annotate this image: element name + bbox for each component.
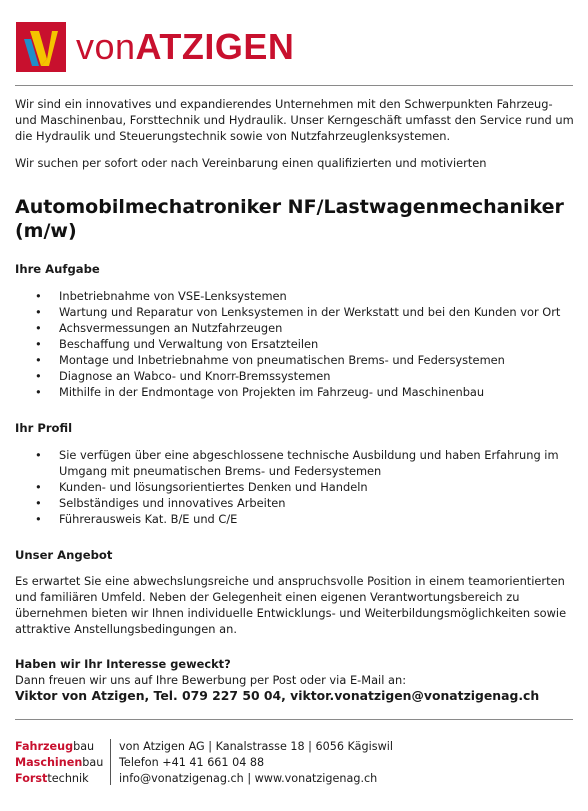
footer-web: info@vonatzigenag.ch | www.vonatzigenag.ch (119, 772, 378, 785)
division-rest-part: technik (47, 772, 89, 785)
intro-paragraph: Wir sind ein innovatives und expandierendes Unternehmen mit den Schwerpunkten Fahrzeug- und Maschinenbau, Forsttechnik und Hydraulik. Unser Kerngeschäft umfasst den Service rund um die Hydraulik und Steuerungstechnik sowie von Nutzfahrzeuglenksystemen. (15, 97, 574, 143)
job-title: Automobilmechatroniker NF/Lastwagenmechaniker (m/w) (15, 196, 564, 242)
division-vehicle (15, 739, 105, 755)
list-item: • Wartung und Reparatur von Lenksystemen in der Werkstatt und bei den Kunden vor Ort (15, 304, 575, 320)
footer-contact (119, 739, 393, 787)
offer-heading: Unser Angebot (15, 548, 113, 562)
tasks-list (15, 288, 575, 400)
footer-divisions (15, 739, 105, 787)
division-forestry (15, 771, 105, 787)
profile-heading: Ihr Profil (15, 421, 73, 435)
logo-mark-icon (16, 22, 66, 72)
wordmark-bold: ATZIGEN (135, 26, 295, 67)
offer-paragraph: Es erwartet Sie eine abwechslungsreiche und anspruchsvolle Position in einem teamorientierten und familiären Umfeld. Neben der Gelegenheit einen eigenen Verantwortungsbereich zu übernehmen bieten wir Ihnen individuelle Entwicklungs- und Weiterbildungsmöglichkeiten sowie attraktive Anstellungsbedingungen an. (15, 574, 567, 636)
cta-heading: Haben wir Ihr Interesse geweckt? (15, 657, 231, 671)
list-item: • Inbetriebnahme von VSE-Lenksystemen (15, 288, 575, 304)
intro-search-line: Wir suchen per sofort oder nach Vereinbarung einen qualifizierten und motivierten (15, 156, 487, 170)
cta-line: Dann freuen wir uns auf Ihre Bewerbung per Post oder via E-Mail an: (15, 673, 407, 687)
division-red-part: Forst (15, 772, 48, 785)
contact-info: Viktor von Atzigen, Tel. 079 227 50 04, viktor.vonatzigen@vonatzigenag.ch (15, 688, 540, 703)
wordmark-light: von (76, 26, 136, 67)
list-item: • Mithilfe in der Endmontage von Projekten im Fahrzeug- und Maschinenbau (15, 384, 575, 400)
division-red-part: Fahrzeug (15, 740, 74, 753)
list-item: • Montage und Inbetriebnahme von pneumatischen Brems- und Federsystemen (15, 352, 575, 368)
tasks-heading: Ihre Aufgabe (15, 262, 100, 276)
division-red-part: Maschinen (15, 756, 83, 769)
company-wordmark (76, 22, 294, 72)
division-machine (15, 755, 105, 771)
list-item: • Selbständiges und innovatives Arbeiten (15, 495, 575, 511)
header-divider (15, 85, 573, 86)
division-rest-part: bau (73, 740, 95, 753)
footer-separator (110, 739, 111, 785)
main-content (15, 96, 575, 704)
company-logo (16, 22, 294, 72)
application-call-to-action (15, 656, 575, 704)
division-rest-part: bau (82, 756, 104, 769)
list-item: • Sie verfügen über eine abgeschlossene technische Ausbildung und haben Erfahrung im Umgang mit pneumatischen Brems- und Federsystemen (15, 447, 575, 479)
list-item: • Führerausweis Kat. B/E und C/E (15, 511, 575, 527)
profile-list (15, 447, 575, 527)
footer-address: von Atzigen AG | Kanalstrasse 18 | 6056 Kägiswil (119, 740, 393, 753)
footer-phone: Telefon +41 41 661 04 88 (119, 756, 265, 769)
list-item: • Achsvermessungen an Nutzfahrzeugen (15, 320, 575, 336)
list-item: • Beschaffung und Verwaltung von Ersatzteilen (15, 336, 575, 352)
footer-divider (15, 719, 573, 720)
list-item: • Kunden- und lösungsorientiertes Denken und Handeln (15, 479, 575, 495)
list-item: • Diagnose an Wabco- und Knorr-Bremssystemen (15, 368, 575, 384)
